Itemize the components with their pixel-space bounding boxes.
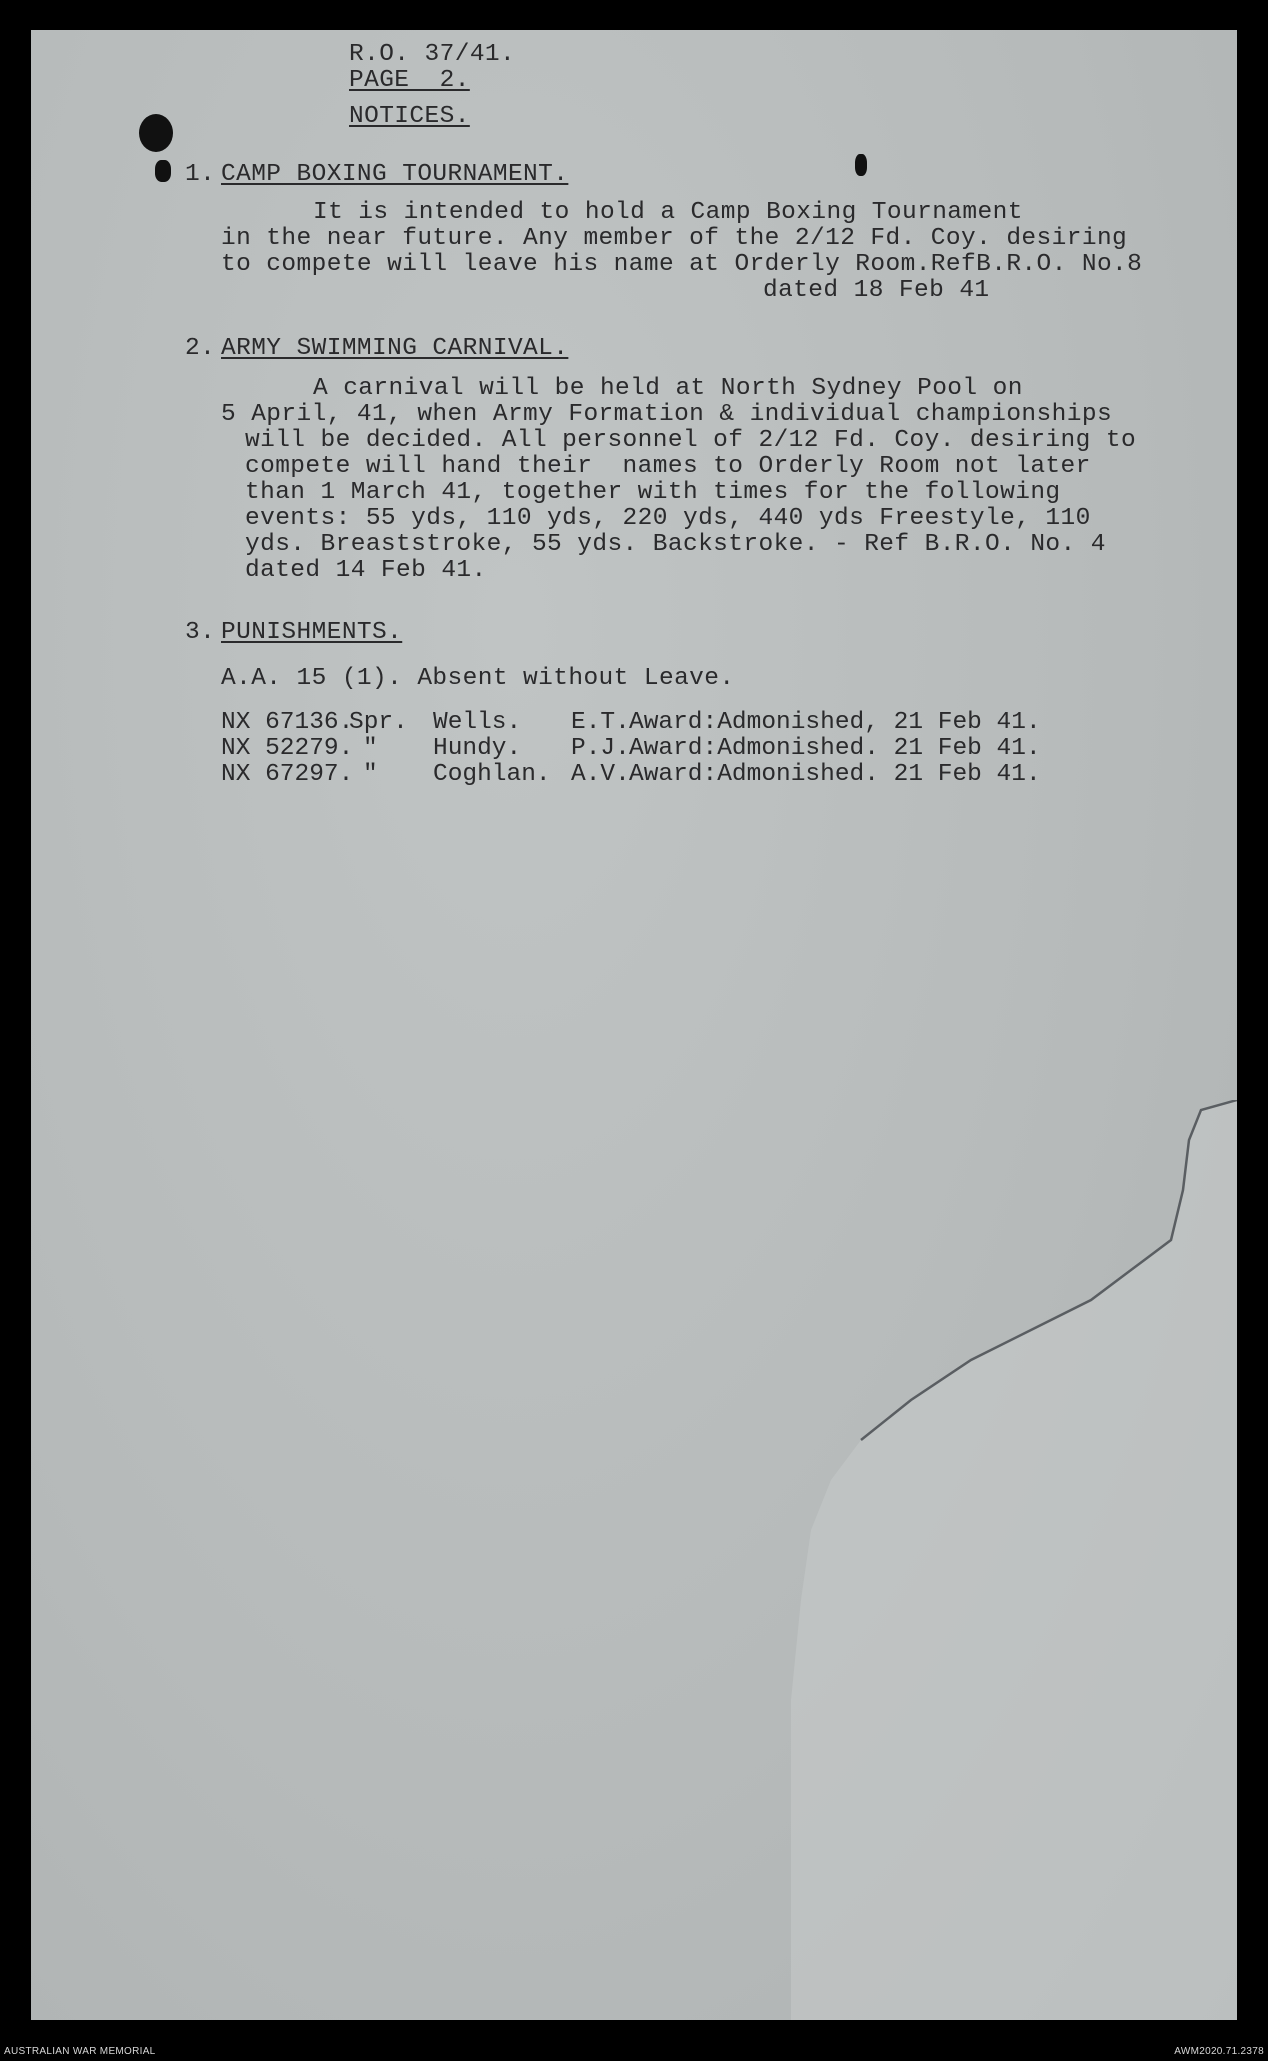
paragraph-line: yds. Breaststroke, 55 yds. Backstroke. - Ref B.R.O. No. 4 <box>245 531 1106 558</box>
paragraph-line: compete will hand their names to Orderly Room not later <box>245 453 1091 480</box>
rank: " <box>363 761 378 788</box>
award: Award:Admonished. 21 Feb 41. <box>629 735 1041 762</box>
award: Award:Admonished. 21 Feb 41. <box>629 761 1041 788</box>
page-heading: NOTICES. <box>349 103 470 130</box>
surname: Hundy. <box>433 735 522 762</box>
paragraph-line: dated 18 Feb 41 <box>763 277 990 304</box>
punch-hole-mark <box>155 160 171 182</box>
section-title: CAMP BOXING TOURNAMENT. <box>221 161 569 188</box>
punch-hole-mark <box>855 154 867 176</box>
paragraph-line: will be decided. All personnel of 2/12 Fd. Coy. desiring to <box>245 427 1137 454</box>
section-number: 2. <box>185 335 216 362</box>
award: Award:Admonished, 21 Feb 41. <box>629 709 1041 736</box>
surname: Wells. <box>433 709 522 736</box>
page-number: PAGE 2. <box>349 67 470 94</box>
footer-accession-number: AWM2020.71.2378 <box>1174 2046 1264 2057</box>
document-reference: R.O. 37/41. <box>349 41 516 68</box>
rank: Spr. <box>349 709 408 736</box>
initials: E.T. <box>571 709 630 736</box>
paragraph-line: dated 14 Feb 41. <box>245 557 487 584</box>
section-number: 1. <box>185 161 216 188</box>
paragraph-line: A carnival will be held at North Sydney Pool on <box>313 375 1023 402</box>
surname: Coghlan. <box>433 761 551 788</box>
torn-paper-edge <box>791 1100 1237 2020</box>
paragraph-line: to compete will leave his name at Orderly Room.RefB.R.O. No.8 <box>221 251 1143 278</box>
punch-hole-mark <box>139 114 173 152</box>
footer-credit: AUSTRALIAN WAR MEMORIAL <box>4 2046 156 2057</box>
initials: A.V. <box>571 761 630 788</box>
paragraph-line: It is intended to hold a Camp Boxing Tournament <box>313 199 1023 226</box>
initials: P.J. <box>571 735 630 762</box>
document-page <box>31 30 1237 2020</box>
section-title: ARMY SWIMMING CARNIVAL. <box>221 335 569 362</box>
paragraph-line: than 1 March 41, together with times for the following <box>245 479 1061 506</box>
paragraph-line: 5 April, 41, when Army Formation & individual championships <box>221 401 1113 428</box>
section-number: 3. <box>185 619 216 646</box>
paragraph-line: in the near future. Any member of the 2/12 Fd. Coy. desiring <box>221 225 1128 252</box>
rank: " <box>363 735 378 762</box>
service-number: NX 67297. <box>221 761 354 788</box>
punishment-subheading: A.A. 15 (1). Absent without Leave. <box>221 665 735 692</box>
service-number: NX 67136. <box>221 709 354 736</box>
paragraph-line: events: 55 yds, 110 yds, 220 yds, 440 yds Freestyle, 110 <box>245 505 1091 532</box>
service-number: NX 52279. <box>221 735 354 762</box>
section-title: PUNISHMENTS. <box>221 619 403 646</box>
